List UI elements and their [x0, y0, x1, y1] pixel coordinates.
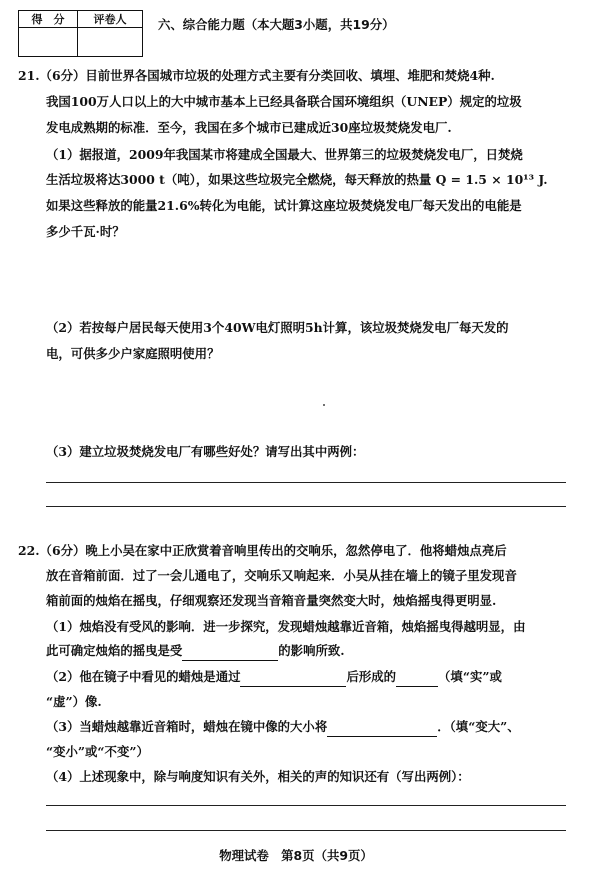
answer-line[interactable]	[46, 830, 566, 831]
fill-blank[interactable]	[240, 672, 346, 687]
q21-part1-line-3: 如果这些释放的能量21.6%转化为电能，试计算这座垃圾焚烧发电厂每天发出的电能是	[46, 198, 522, 213]
q21-line-3: 发电成熟期的标准．至今，我国在多个城市已建成近30座垃圾焚烧发电厂.	[46, 120, 452, 135]
q21-part1-line-2: 生活垃圾将达3000 t（吨），如果这些垃圾完全燃烧，每天释放的热量 Q = 1.5 × 10¹³ J.	[46, 172, 548, 187]
q22-part2-text-a: （2）他在镜子中看见的蜡烛是通过	[46, 669, 241, 684]
score-table	[18, 10, 143, 57]
page-footer: 物理试卷 第8页（共9页）	[219, 848, 373, 863]
q22-part3-text-a: （3）当蜡烛越靠近音箱时，蜡烛在镜中像的大小将	[46, 719, 328, 734]
q22-part3-text-b: ．（填“变大”、	[437, 719, 520, 734]
fill-blank[interactable]	[327, 722, 437, 737]
q22-part1-line-2	[46, 641, 345, 661]
speck	[323, 404, 325, 406]
score-label: 得 分	[19, 11, 78, 28]
q22-part1-line-1: （1）烛焰没有受风的影响．进一步探究，发现蜡烛越靠近音箱，烛焰摇曳得越明显，由	[46, 619, 526, 634]
q22-part1-text-b: 的影响所致.	[278, 643, 345, 658]
section-title: 六、综合能力题（本大题3小题，共19分）	[158, 17, 395, 32]
q22-part3-line-2: “变小”或“不变”）	[46, 744, 149, 759]
q22-line-1: 22.（6分）晚上小吴在家中正欣赏着音响里传出的交响乐，忽然停电了．他将蜡烛点亮后	[18, 543, 507, 558]
q22-line-3: 箱前面的烛焰在摇曳，仔细观察还发现当音箱音量突然变大时，烛焰摇曳得更明显.	[46, 593, 497, 608]
q22-line-2: 放在音箱前面．过了一会儿通电了，交响乐又响起来．小吴从挂在墙上的镜子里发现音	[46, 568, 517, 583]
q22-part2-text-c: （填“实”或	[438, 669, 502, 684]
answer-line[interactable]	[46, 506, 566, 507]
q21-part2-line-1: （2）若按每户居民每天使用3个40W电灯照明5h计算，该垃圾焚烧发电厂每天发的	[46, 320, 509, 335]
score-cell	[19, 28, 78, 57]
answer-line[interactable]	[46, 482, 566, 483]
q21-line-1: 21.（6分）目前世界各国城市垃圾的处理方式主要有分类回收、填埋、堆肥和焚烧4种.	[18, 68, 495, 83]
q22-part3-line-1	[46, 717, 520, 737]
q21-part2-line-2: 电，可供多少户家庭照明使用？	[46, 346, 220, 361]
q21-part1-line-1: （1）据报道，2009年我国某市将建成全国最大、世界第三的垃圾焚烧发电厂，日焚烧	[46, 147, 523, 162]
fill-blank[interactable]	[182, 646, 278, 661]
reviewer-label: 评卷人	[78, 11, 143, 28]
q21-part3-line: （3）建立垃圾焚烧发电厂有哪些好处？请写出其中两例：	[46, 444, 365, 459]
q22-part4-line: （4）上述现象中，除与响度知识有关外，相关的声的知识还有（写出两例）：	[46, 769, 470, 784]
q21-part1-line-4: 多少千瓦·时？	[46, 224, 125, 239]
q22-part2-line-1	[46, 667, 502, 687]
reviewer-cell	[78, 28, 143, 57]
fill-blank[interactable]	[396, 672, 438, 687]
q22-part2-line-2: “虚”）像.	[46, 694, 102, 709]
q21-line-2: 我国100万人口以上的大中城市基本上已经具备联合国环境组织（UNEP）规定的垃圾	[46, 94, 522, 109]
q22-part2-text-b: 后形成的	[346, 669, 397, 684]
answer-line[interactable]	[46, 805, 566, 806]
q22-part1-text-a: 此可确定烛焰的摇曳是受	[46, 643, 183, 658]
